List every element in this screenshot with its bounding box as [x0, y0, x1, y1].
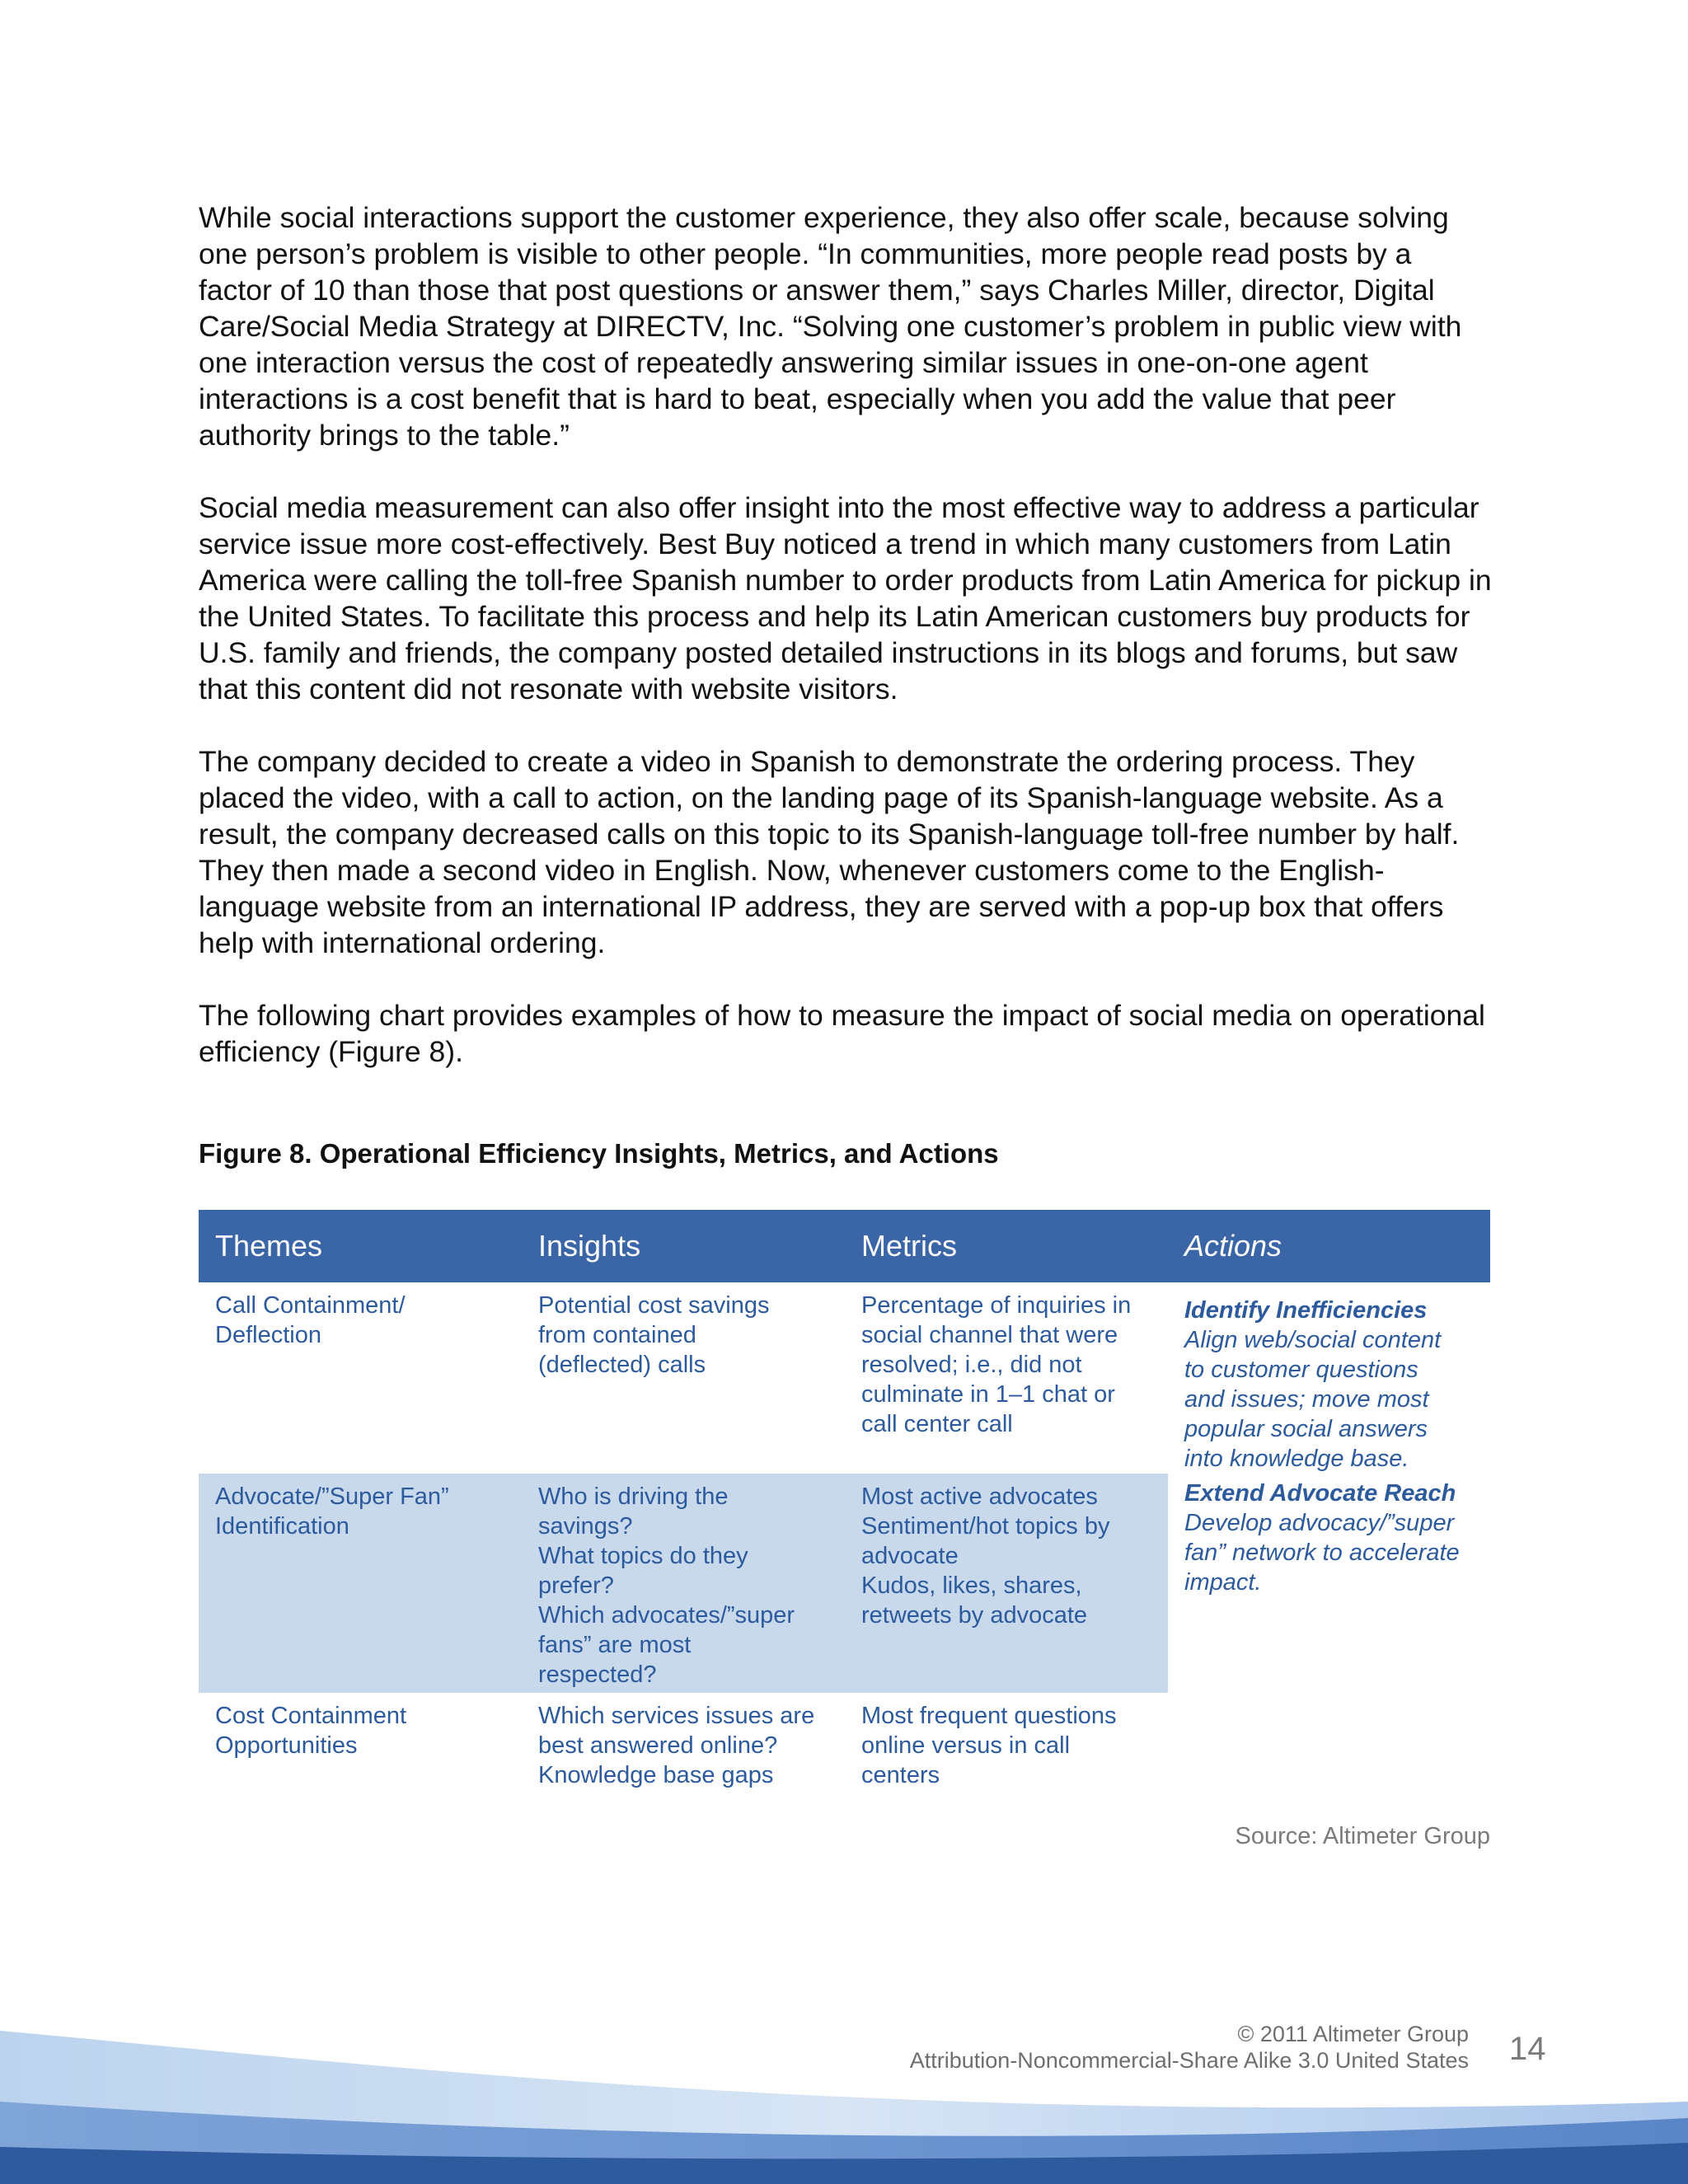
paragraph-4: The following chart provides examples of how to measure the impact of social media on operational efficiency (Figure 8).: [199, 999, 1485, 1068]
figure-table: [199, 1210, 1490, 1800]
row-metrics: Most frequent questions online versus in call centers: [861, 1703, 1117, 1788]
table-row: [199, 1693, 1490, 1800]
figure-title: Figure 8. Operational Efficiency Insights, Metrics, and Actions: [199, 1138, 999, 1169]
row-theme: Cost Containment Opportunities: [215, 1703, 407, 1759]
row-insights: Potential cost savings from contained (deflected) calls: [538, 1292, 770, 1378]
row-insights: Which services issues are best answered online? Knowledge base gaps: [538, 1703, 815, 1788]
header-actions: Actions: [1184, 1229, 1282, 1263]
table-row: [199, 1474, 1168, 1693]
actions-column: [1168, 1282, 1490, 1597]
header-insights: Insights: [538, 1229, 641, 1263]
row-insights: Who is driving the savings? What topics do they prefer? Which advocates/”super fans” are most respected?: [538, 1483, 795, 1688]
row-metrics: Most active advocates Sentiment/hot topics by advocate Kudos, likes, shares, retweets by advocate: [861, 1483, 1110, 1629]
table-header: [199, 1210, 1490, 1282]
paragraph-3: The company decided to create a video in Spanish to demonstrate the ordering process. They placed the video, with a call to action, on the landing page of its Spanish-language website. As a result, the company decreased calls on this topic to its Spanish-language toll-free number by half. They then made a second video in English. Now, whenever customers come to the English-language website from an international IP address, they are served with a pop-up box that offers help with international ordering.: [199, 745, 1460, 959]
header-metrics: Metrics: [861, 1229, 957, 1263]
row-theme: Advocate/”Super Fan” Identification: [215, 1483, 449, 1540]
row-metrics: Percentage of inquiries in social channel that were resolved; i.e., did not culminate in 1–1 chat or call center call: [861, 1292, 1132, 1437]
header-themes: Themes: [215, 1229, 323, 1263]
action-extend-advocate-reach: Extend Advocate Reach Develop advocacy/”super fan” network to accelerate impact.: [1184, 1480, 1460, 1596]
license: Attribution-Noncommercial-Share Alike 3.0 United States: [909, 2048, 1469, 2073]
page-number: 14: [1509, 2031, 1546, 2067]
body-text: [199, 199, 1493, 1106]
paragraph-2: Social media measurement can also offer insight into the most effective way to address a particular service issue more cost-effectively. Best Buy noticed a trend in which many customers from Latin America were calling the toll-free Spanish number to order products from Latin America for pickup in the United States. To facilitate this process and help its Latin American customers buy products for U.S. family and friends, the company posted detailed instructions in its blogs and forums, but saw that this content did not resonate with website visitors.: [199, 491, 1492, 705]
paragraph-1: While social interactions support the customer experience, they also offer scale, because solving one person’s problem is visible to other people. “In communities, more people read posts by a factor of 10 than those that post questions or answer them,” says Charles Miller, director, Digital Care/Social Media Strategy at DIRECTV, Inc. “Solving one customer’s problem in public view with one interaction versus the cost of repeatedly answering similar issues in one-on-one agent interactions is a cost benefit that is hard to beat, especially when you add the value that peer authority brings to the table.”: [199, 201, 1462, 452]
footer-text: [910, 2021, 1469, 2074]
action-identify-inefficiencies: Identify Inefficiencies Align web/social content to customer questions and issues; move most popular social answers into knowledge base.: [1184, 1297, 1442, 1472]
copyright: © 2011 Altimeter Group: [1237, 2022, 1469, 2046]
row-theme: Call Containment/ Deflection: [215, 1292, 406, 1348]
table-body: [199, 1282, 1490, 1800]
figure-source: Source: Altimeter Group: [1235, 1823, 1490, 1849]
